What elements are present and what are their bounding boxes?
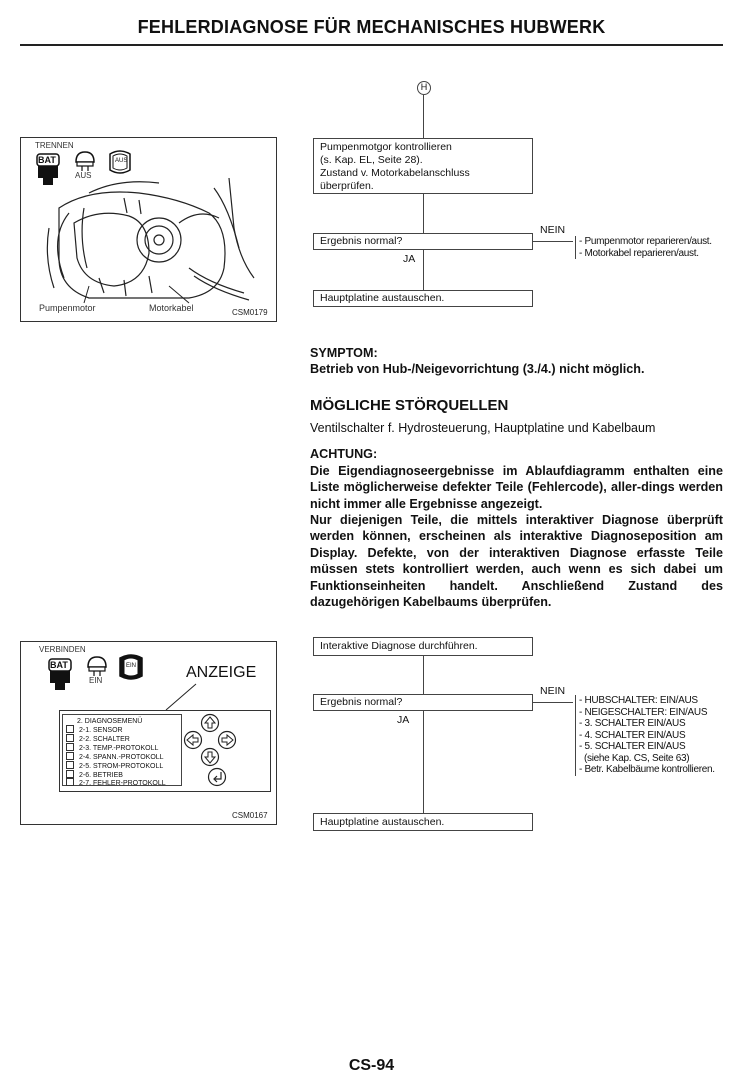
flow-line: [423, 656, 424, 694]
pump-motor-label: Pumpenmotor: [39, 303, 96, 313]
menu-checkbox: [66, 743, 74, 751]
symptom-text: Betrieb von Hub-/Neigevorrichtung (3./4.) nicht möglich.: [310, 362, 645, 376]
result-line: - 4. SCHALTER EIN/AUS: [579, 729, 686, 741]
symptom-heading: SYMPTOM:: [310, 346, 378, 360]
flowchart1-yes-label: JA: [403, 253, 416, 265]
flowchart1-question-box: Ergebnis normal?: [313, 233, 533, 250]
flowchart1-connector-label: H: [420, 82, 428, 92]
switch-off-label: AUS: [75, 171, 92, 180]
flow-line: [423, 711, 424, 813]
pump-motor-drawing: [29, 168, 269, 313]
menu-title: 2. DIAGNOSEMENÜ: [77, 718, 143, 725]
step-line: überprüfen.: [320, 180, 374, 192]
key-switch-icon: [117, 652, 145, 687]
menu-item-label: 2-1. SENSOR: [79, 727, 123, 734]
down-arrow-icon: [200, 747, 220, 767]
menu-item-label: 2-7. FEHLER-PROTOKOLL: [79, 780, 166, 787]
flow-line: [423, 250, 424, 290]
flowchart1-no-label: NEIN: [540, 224, 566, 236]
result-line: (siehe Kap. CS, Seite 63): [584, 752, 690, 764]
menu-checkbox: [66, 725, 74, 733]
motor-cable-label: Motorkabel: [149, 303, 194, 313]
menu-item-label: 2-2. SCHALTER: [79, 736, 130, 743]
menu-item-label: 2-6. BETRIEB: [79, 772, 123, 779]
flowchart2-question-box: Ergebnis normal?: [313, 694, 533, 711]
figure-disconnect-label: TRENNEN: [35, 141, 74, 150]
causes-heading: MÖGLICHE STÖRQUELLEN: [310, 397, 509, 414]
title-rule: [20, 44, 723, 46]
step-line: (s. Kap. EL, Seite 28).: [320, 154, 423, 166]
menu-checkbox: [66, 761, 74, 769]
flowchart2-final-box: Hauptplatine austauschen.: [313, 813, 533, 831]
flowchart2-no-label: NEIN: [540, 685, 566, 697]
page-number: CS-94: [348, 1057, 395, 1074]
result-line: - Motorkabel reparieren/aust.: [579, 247, 699, 259]
battery-connector-icon: [47, 657, 73, 691]
flowchart1-final-box: Hauptplatine austauschen.: [313, 290, 533, 307]
result-line: - Betr. Kabelbäume kontrollieren.: [579, 764, 715, 775]
caution-paragraph-1: Die Eigendiagnoseergebnisse im Ablaufdiagramm enthalten eine Liste möglicherweise defekter Teile (Fehlercode), aller-dings werden nicht immer alle Ergebnisse angezeigt.: [310, 464, 723, 511]
flow-line: [533, 702, 573, 703]
result-line: - NEIGESCHALTER: EIN/AUS: [579, 706, 708, 718]
step-line: Zustand v. Motorkabelanschluss: [320, 167, 470, 179]
flowchart2-yes-label: JA: [397, 714, 410, 726]
menu-item-label: 2-5. STROM-PROTOKOLL: [79, 763, 164, 770]
right-arrow-icon: [217, 730, 237, 750]
menu-checkbox: [66, 734, 74, 742]
flowchart1-no-results: [575, 236, 712, 259]
result-line: - Pumpenmotor reparieren/aust.: [579, 236, 712, 247]
result-line: - HUBSCHALTER: EIN/AUS: [579, 695, 698, 706]
page-title: FEHLERDIAGNOSE FÜR MECHANISCHES HUBWERK: [137, 17, 606, 37]
flow-line: [533, 241, 573, 242]
flow-line: [423, 95, 424, 138]
flowchart2-no-results: [575, 695, 715, 776]
figure-code: CSM0167: [232, 811, 268, 820]
caution-heading: ACHTUNG:: [310, 447, 378, 461]
menu-item-label: 2-3. TEMP.-PROTOKOLL: [79, 745, 159, 752]
battery-label: BAT: [38, 155, 56, 165]
flowchart2-step-box: Interaktive Diagnose durchführen.: [313, 637, 533, 656]
menu-checkbox: [66, 778, 74, 786]
key-label: AUS: [115, 158, 128, 164]
menu-checkbox: [66, 752, 74, 760]
causes-text: Ventilschalter f. Hydrosteuerung, Hauptplatine und Kabelbaum: [310, 421, 656, 435]
enter-icon: [207, 767, 227, 787]
display-panel: [59, 710, 271, 792]
figure-connect-label: VERBINDEN: [39, 645, 86, 654]
menu-item-label: 2-4. SPANN.-PROTOKOLL: [79, 754, 164, 761]
switch-on-label: EIN: [89, 676, 103, 685]
step-line: Pumpenmotgor kontrollieren: [320, 141, 452, 153]
flowchart1-step-box: [313, 138, 533, 194]
caution-paragraph-2: Nur diejenigen Teile, die mittels interaktiver Diagnose überprüft werden können, erscheinen als interaktive Diagnoseposition am Display. Defekte, von der interaktiven Diagnose erfasste Teile müssen stets kontrolliert werden, auch wenn es sich dabei um Funktionseinheiten handelt. Anschließend Zustand des dazugehörigen Kabelbaums überprüfen.: [310, 513, 723, 610]
figure-display: [20, 641, 277, 825]
display-label: ANZEIGE: [186, 664, 257, 681]
menu-item: [66, 778, 166, 788]
figure-pump-motor: [20, 137, 277, 322]
result-line: - 3. SCHALTER EIN/AUS: [579, 718, 686, 729]
menu-screen: [62, 714, 182, 786]
flow-line: [423, 194, 424, 233]
battery-label: BAT: [50, 660, 68, 670]
figure-code: CSM0179: [232, 308, 268, 317]
result-line: - 5. SCHALTER EIN/AUS: [579, 741, 686, 752]
key-label: EIN: [126, 663, 137, 669]
menu-checkbox: [66, 770, 74, 778]
